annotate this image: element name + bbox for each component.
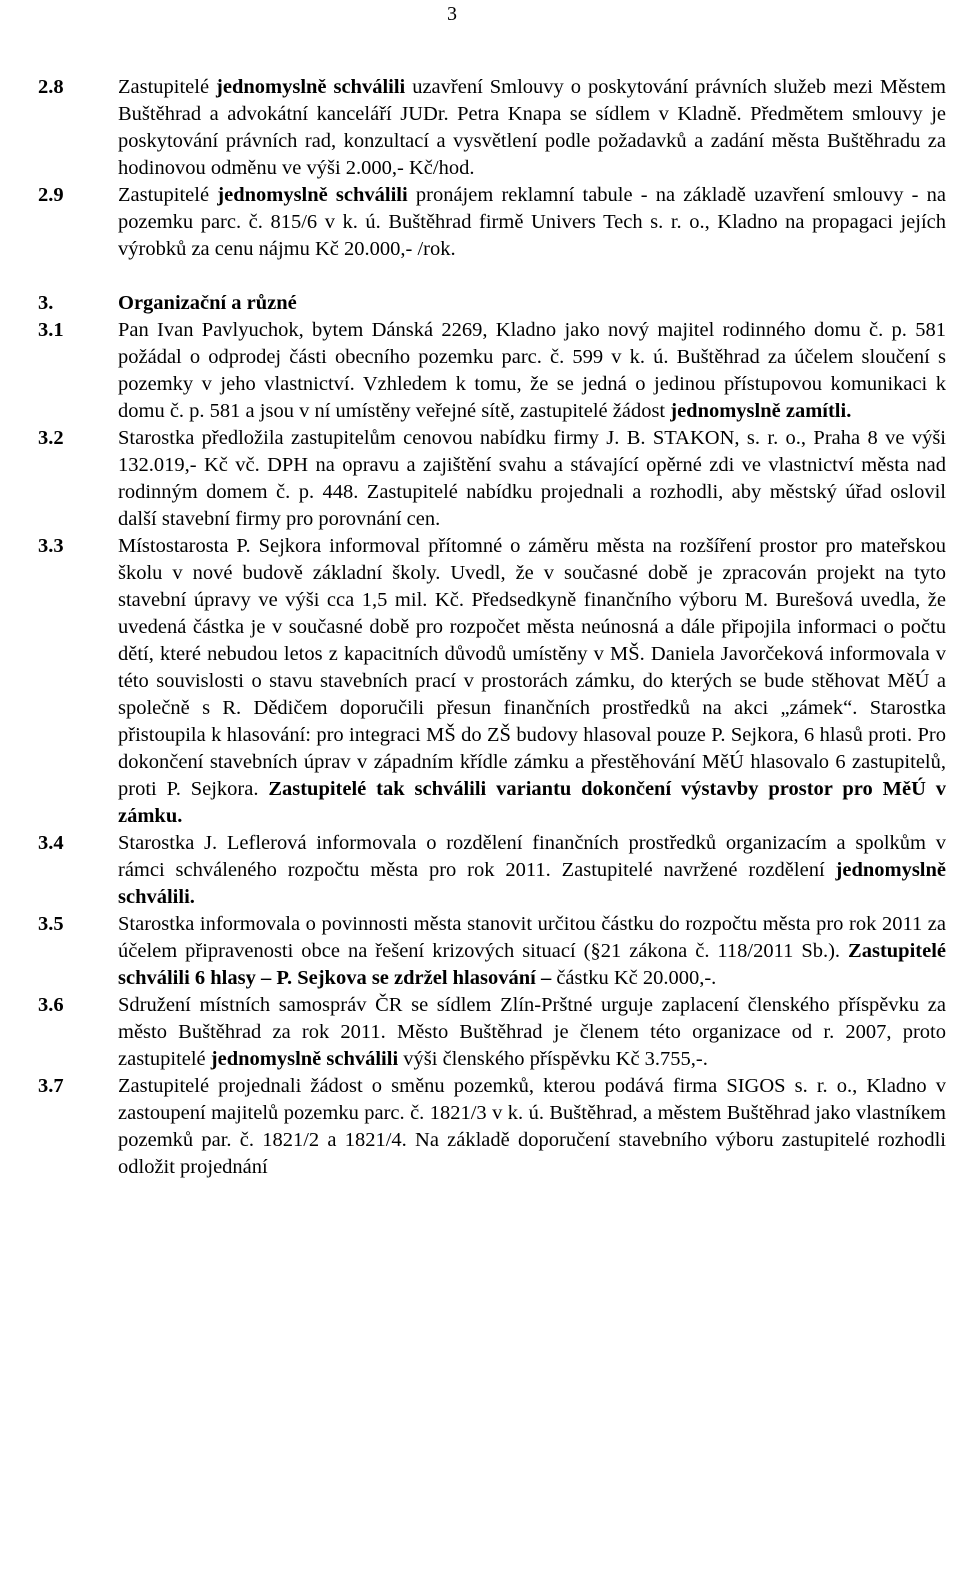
bold-text: jednomyslně zamítli. bbox=[670, 400, 852, 422]
page-number: 3 bbox=[447, 3, 457, 25]
document-body bbox=[38, 74, 946, 1181]
resolution-item bbox=[38, 182, 946, 263]
item-number: 3.3 bbox=[38, 535, 64, 557]
resolution-item bbox=[38, 74, 946, 182]
text-run: Pan Ivan Pavlyuchok, bytem Dánská 2269, Kladno jako nový majitel rodinného domu č. p. 581 požádal o odprodej části obecního pozemku parc. č. 599 v k. ú. Buštěhrad za účelem sloučení s pozemky v jeho vlastnictví. Vzhledem k tomu, že se jedná o jedinou přístupovou komunikaci k domu č. p. 581 a jsou v ní umístěny veřejné sítě, zastupitelé žádost bbox=[118, 319, 946, 422]
resolution-item bbox=[38, 911, 946, 992]
item-text bbox=[118, 1073, 946, 1181]
item-number: 3.5 bbox=[38, 913, 64, 935]
item-number: 2.8 bbox=[38, 76, 64, 98]
section-title: Organizační a různé bbox=[118, 292, 297, 314]
section-number: 3. bbox=[38, 292, 54, 314]
text-run: Zastupitelé projednali žádost o směnu pozemků, kterou podává firma SIGOS s. r. o., Kladno v zastoupení majitelů pozemku parc. č. 1821/3 v k. ú. Buštěhrad, a městem Buštěhrad jako vlastníkem pozemků par. č. 1821/2 a 1821/4. Na základě doporučení stavebního výboru zastupitelé rozhodli odložit projednání bbox=[118, 1075, 946, 1178]
text-run: Starostka předložila zastupitelům cenovou nabídku firmy J. B. STAKON, s. r. o., Praha 8 ve výši 132.019,- Kč vč. DPH na opravu a zajištění svahu a stávající opěrné zdi ve vlastnictví města nad rodinným domem č. p. 448. Zastupitelé nabídku projednali a rozhodli, aby městský úřad oslovil další stavební firmy pro porovnání cen. bbox=[118, 427, 946, 530]
bold-text: jednomyslně schválili bbox=[216, 76, 406, 98]
items-section-2 bbox=[38, 74, 946, 263]
item-text bbox=[118, 533, 946, 830]
bold-text: Zastupitelé schválili 6 hlasy – P. Sejkova se zdržel hlasování – bbox=[118, 940, 946, 989]
resolution-item bbox=[38, 317, 946, 425]
bold-text: jednomyslně schválili bbox=[217, 184, 408, 206]
text-run: uzavření Smlouvy o poskytování právních služeb mezi Městem Buštěhrad a advokátní kanceláří JUDr. Petra Knapa se sídlem v Kladně. Předmětem smlouvy je poskytování právních rad, konzultací a vysvětlení podle požadavků a zadání města Buštěhradu za hodinovou odměnu ve výši 2.000,- Kč/hod. bbox=[118, 76, 946, 179]
item-text bbox=[118, 74, 946, 182]
item-number: 2.9 bbox=[38, 184, 64, 206]
text-run: částku Kč 20.000,-. bbox=[551, 967, 717, 989]
item-text bbox=[118, 182, 946, 263]
item-number: 3.1 bbox=[38, 319, 64, 341]
resolution-item bbox=[38, 1073, 946, 1181]
text-run: pronájem reklamní tabule - na základě uzavření smlouvy - na pozemku parc. č. 815/6 v k. ú. Buštěhrad firmě Univers Tech s. r. o., Kladno na propagaci jejích výrobků za cenu nájmu Kč 20.000,- /rok. bbox=[118, 184, 946, 260]
item-text bbox=[118, 425, 946, 533]
item-text bbox=[118, 992, 946, 1073]
text-run: výši členského příspěvku Kč 3.755,-. bbox=[398, 1048, 708, 1070]
item-number: 3.4 bbox=[38, 832, 64, 854]
bold-text: Zastupitelé tak schválili variantu dokončení výstavby prostor pro MěÚ v zámku. bbox=[118, 778, 946, 827]
bold-text: jednomyslně schválili. bbox=[118, 859, 946, 908]
item-text bbox=[118, 911, 946, 992]
text-run: Starostka J. Leflerová informovala o rozdělení finančních prostředků organizacím a spolkům v rámci schváleného rozpočtu města pro rok 2011. Zastupitelé navržené rozdělení bbox=[118, 832, 946, 881]
item-number: 3.6 bbox=[38, 994, 64, 1016]
text-run: Zastupitelé bbox=[118, 184, 218, 206]
resolution-item bbox=[38, 425, 946, 533]
text-run: Starostka informovala o povinnosti města stanovit určitou částku do rozpočtu města pro rok 2011 za účelem připravenosti obce na řešení krizových situací (§21 zákona č. 118/2011 Sb.). bbox=[118, 913, 946, 962]
section-heading bbox=[38, 290, 946, 317]
item-text bbox=[118, 317, 946, 425]
items-section-3 bbox=[38, 317, 946, 1181]
resolution-item bbox=[38, 992, 946, 1073]
resolution-item bbox=[38, 830, 946, 911]
item-number: 3.7 bbox=[38, 1075, 64, 1097]
resolution-item bbox=[38, 533, 946, 830]
text-run: Sdružení místních samospráv ČR se sídlem Zlín-Prštné urguje zaplacení členského příspěvku za město Buštěhrad za rok 2011. Město Buštěhrad je členem této organizace od r. 2007, proto zastupitelé bbox=[118, 994, 946, 1070]
bold-text: jednomyslně schválili bbox=[210, 1048, 399, 1070]
text-run: Místostarosta P. Sejkora informoval přítomné o záměru města na rozšíření prostor pro mateřskou školu v nové budově základní školy. Uvedl, že v současné době je zpracován projekt na tyto stavební úpravy ve výši cca 1,5 mil. Kč. Předsedkyně finančního výboru M. Burešová uvedla, že uvedená částka je v současné době pro rozpočet města neúnosná a dále připojila informaci o počtu dětí, které nebudou letos z kapacitních důvodů umístěny v MŠ. Daniela Javorčeková informovala v této souvislosti o stavu stavebních prací v prostorách zámku, do kterých se bude stěhovat MěÚ a společně s R. Dědičem doporučili přesun finančních prostředků na akci „zámek“. Starostka přistoupila k hlasování: pro integraci MŠ do ZŠ budovy hlasoval pouze P. Sejkora, 6 hlasů proti. Pro dokončení stavebních úprav v západním křídle zámku a přestěhování MěÚ hlasovalo 6 zastupitelů, proti P. Sejkora. bbox=[118, 535, 946, 800]
text-run: Zastupitelé bbox=[118, 76, 217, 98]
item-number: 3.2 bbox=[38, 427, 64, 449]
item-text bbox=[118, 830, 946, 911]
